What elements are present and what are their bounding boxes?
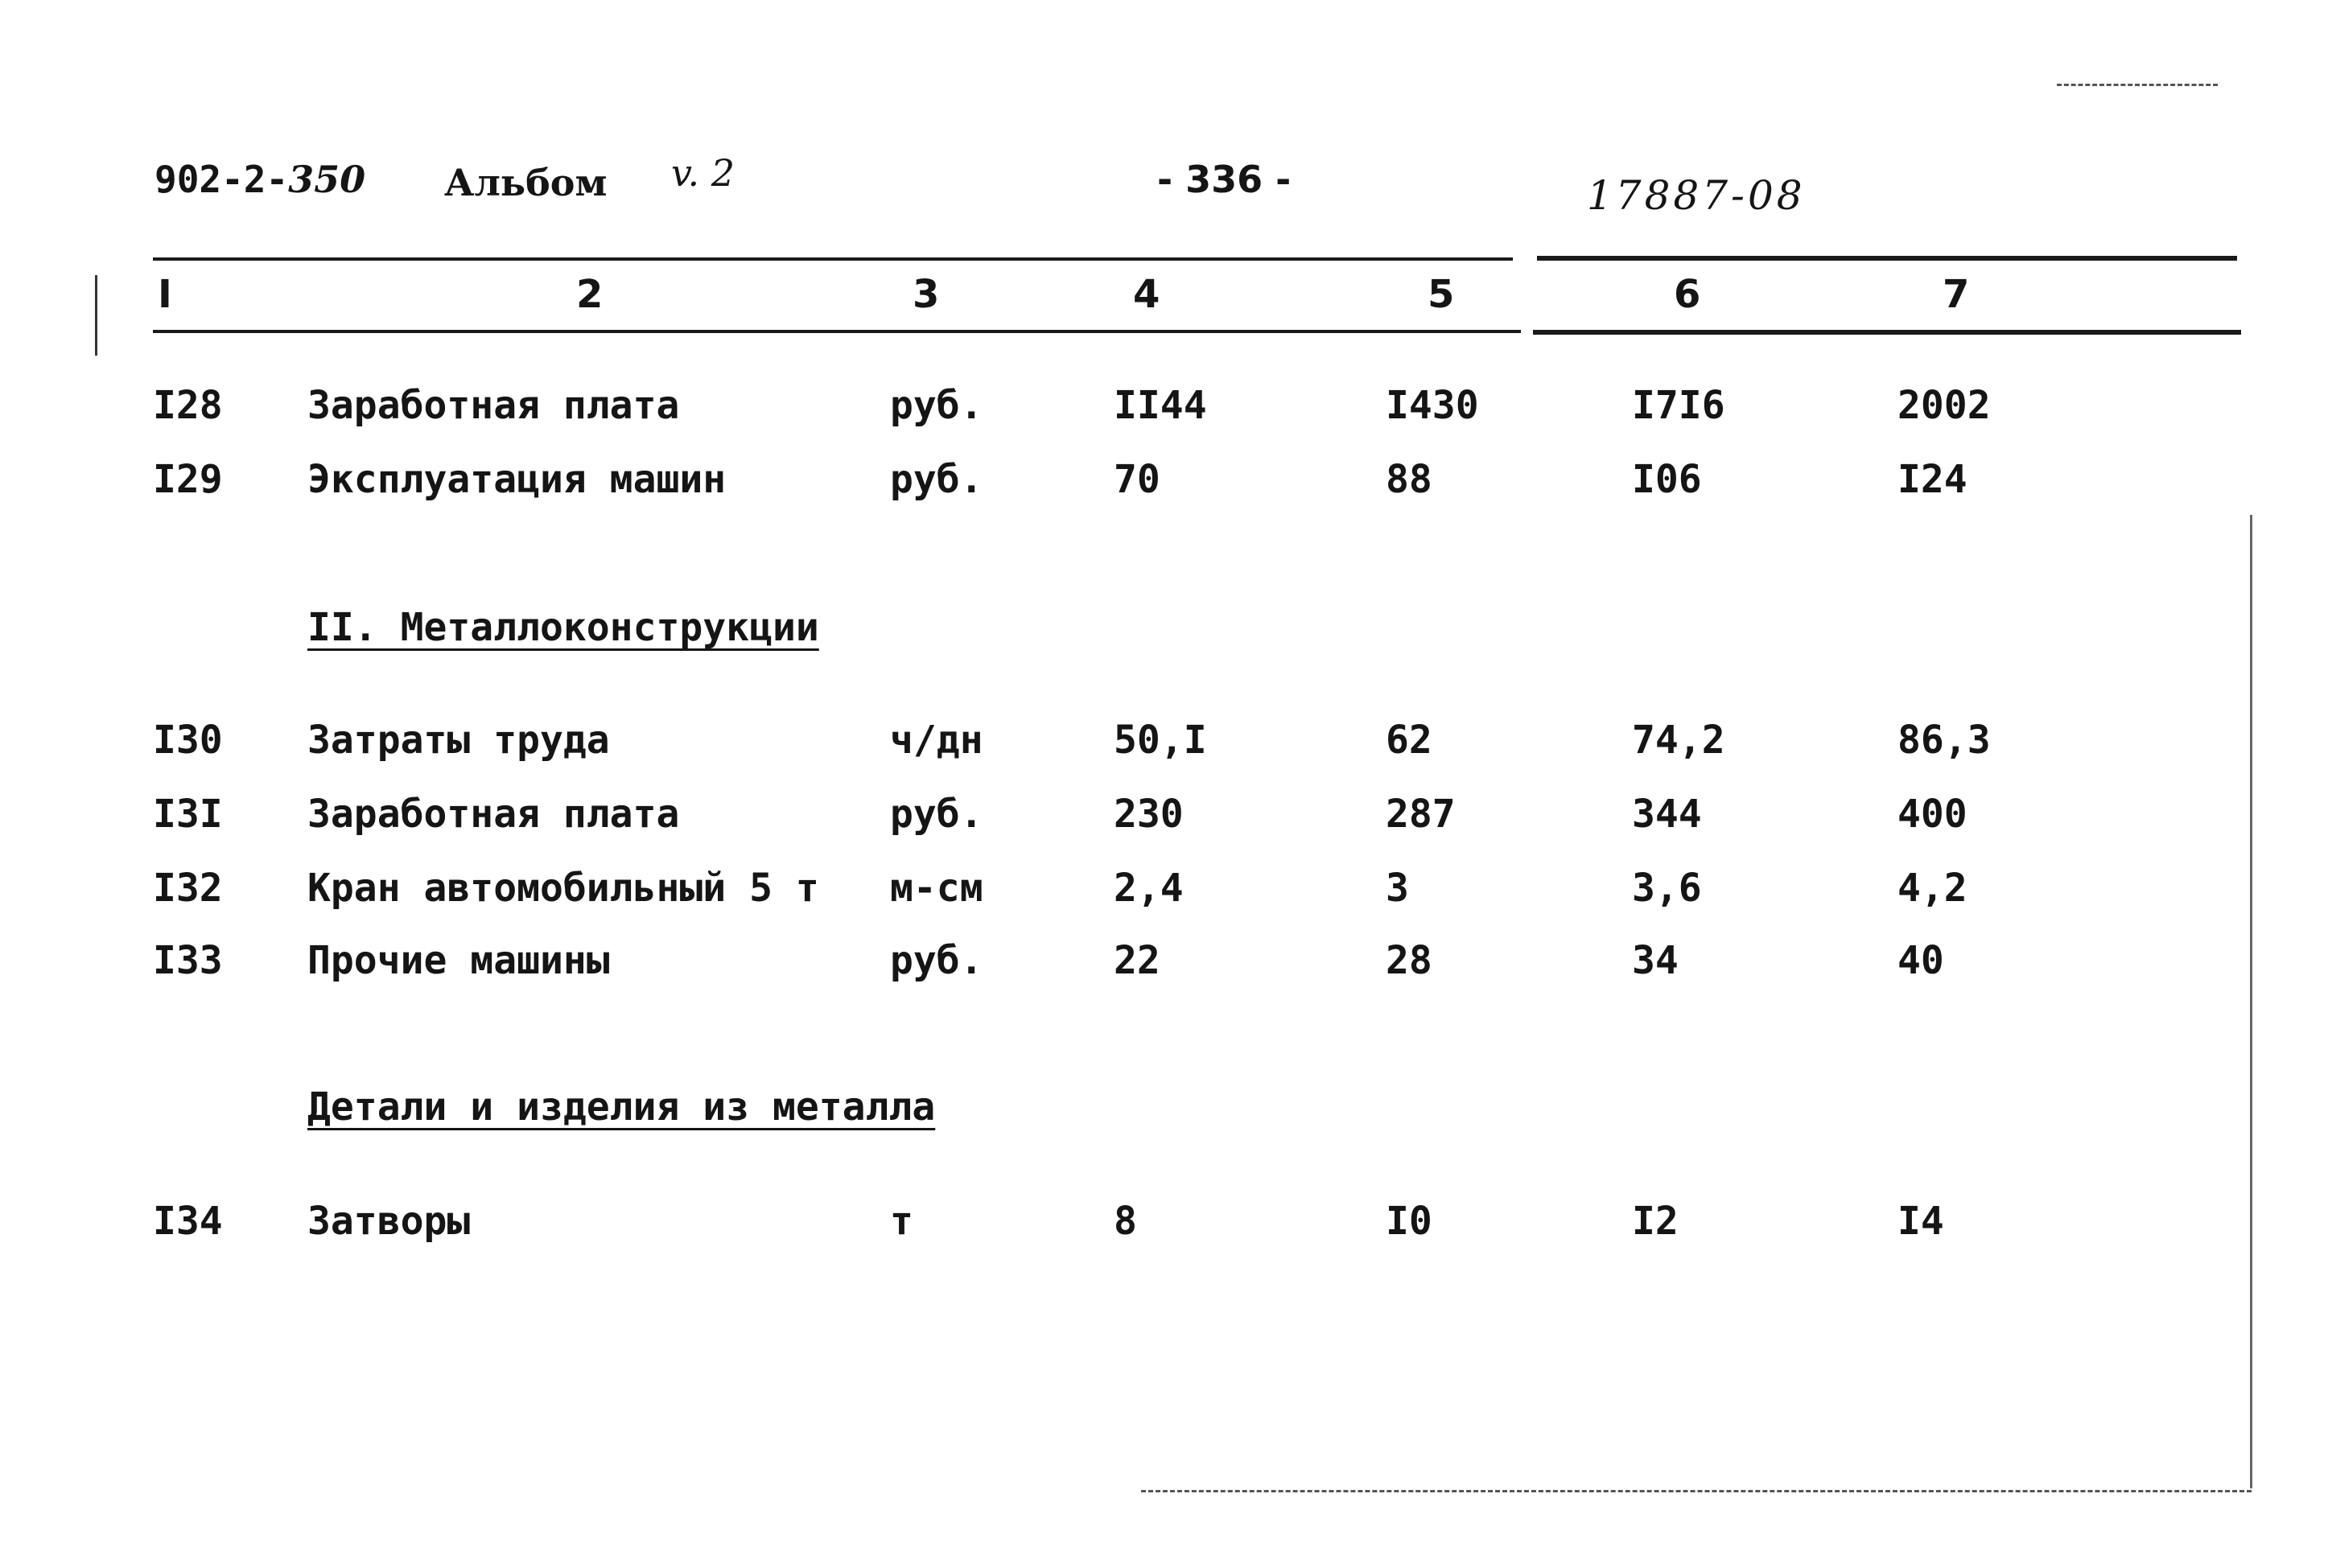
- row-unit: руб.: [890, 383, 983, 428]
- row-number: I3I: [153, 792, 223, 837]
- row-value-7: 400: [1897, 792, 1967, 837]
- table-top-rule-right: [1537, 256, 2237, 261]
- row-unit: т: [890, 1199, 913, 1244]
- document-code-prefix: 902-2-: [155, 158, 289, 201]
- header-bottom-rule: [153, 330, 1521, 333]
- row-value-6: I2: [1632, 1199, 1679, 1244]
- row-name: Заработная плата: [307, 383, 680, 428]
- row-value-5: I430: [1386, 383, 1479, 428]
- row-unit: м-см: [890, 866, 983, 911]
- row-value-5: 287: [1386, 792, 1456, 837]
- section-heading-metal-structures: II. Металлоконструкции: [307, 605, 819, 650]
- row-name: Прочие машины: [307, 938, 610, 983]
- row-value-5: 28: [1386, 938, 1432, 983]
- column-header-5: 5: [1428, 272, 1455, 317]
- row-value-7: 86,3: [1897, 718, 1991, 763]
- row-name: Затворы: [307, 1199, 471, 1244]
- section-heading-metal-parts: Детали и изделия из металла: [307, 1084, 936, 1130]
- row-value-6: 344: [1632, 792, 1702, 837]
- column-header-7: 7: [1943, 272, 1970, 317]
- row-value-4: 230: [1114, 792, 1184, 837]
- row-value-7: 4,2: [1897, 866, 1967, 911]
- row-value-7: I24: [1897, 457, 1967, 502]
- row-number: I32: [153, 866, 223, 911]
- row-name: Эксплуатация машин: [307, 457, 727, 502]
- header-bottom-rule-right: [1533, 330, 2241, 335]
- column-header-3: 3: [913, 272, 940, 317]
- row-value-6: 74,2: [1632, 718, 1725, 763]
- row-value-4: 8: [1114, 1199, 1137, 1244]
- bottom-dashed-line: [1141, 1490, 2252, 1492]
- row-value-6: I06: [1632, 457, 1702, 502]
- document-code-handwritten: 350: [288, 158, 366, 201]
- row-value-6: 3,6: [1632, 866, 1702, 911]
- row-number: I33: [153, 938, 223, 983]
- row-number: I29: [153, 457, 223, 502]
- row-number: I34: [153, 1199, 223, 1244]
- row-value-6: I7I6: [1632, 383, 1725, 428]
- row-unit: руб.: [890, 792, 983, 837]
- row-name: Кран автомобильный 5 т: [307, 866, 819, 911]
- right-margin-line: [2250, 515, 2252, 1488]
- document-number-handwritten: 17887-08: [1587, 172, 1806, 219]
- row-value-5: 88: [1386, 457, 1432, 502]
- row-value-7: 2002: [1897, 383, 1991, 428]
- column-header-1: I: [158, 272, 172, 317]
- row-number: I28: [153, 383, 223, 428]
- album-label: Альбом: [444, 161, 608, 204]
- row-name: Заработная плата: [307, 792, 680, 837]
- column-header-4: 4: [1133, 272, 1160, 317]
- volume-handwritten: v. 2: [671, 151, 735, 195]
- row-value-4: II44: [1114, 383, 1207, 428]
- column-header-2: 2: [576, 272, 604, 317]
- row-unit: ч/дн: [890, 718, 983, 763]
- row-value-4: 70: [1114, 457, 1160, 502]
- row-value-4: 22: [1114, 938, 1160, 983]
- row-name: Затраты труда: [307, 718, 610, 763]
- row-value-4: 50,I: [1114, 718, 1207, 763]
- row-number: I30: [153, 718, 223, 763]
- row-unit: руб.: [890, 457, 983, 502]
- corner-dash-mark: [2057, 84, 2218, 86]
- page-number: - 336 -: [1157, 158, 1292, 201]
- row-value-7: 40: [1897, 938, 1944, 983]
- row-unit: руб.: [890, 938, 983, 983]
- row-value-6: 34: [1632, 938, 1679, 983]
- document-code: [155, 158, 365, 201]
- left-margin-bar: [95, 275, 97, 356]
- row-value-5: I0: [1386, 1199, 1432, 1244]
- row-value-7: I4: [1897, 1199, 1944, 1244]
- row-value-4: 2,4: [1114, 866, 1184, 911]
- column-header-6: 6: [1674, 272, 1701, 317]
- row-value-5: 62: [1386, 718, 1432, 763]
- table-top-rule: [153, 257, 1513, 261]
- row-value-5: 3: [1386, 866, 1409, 911]
